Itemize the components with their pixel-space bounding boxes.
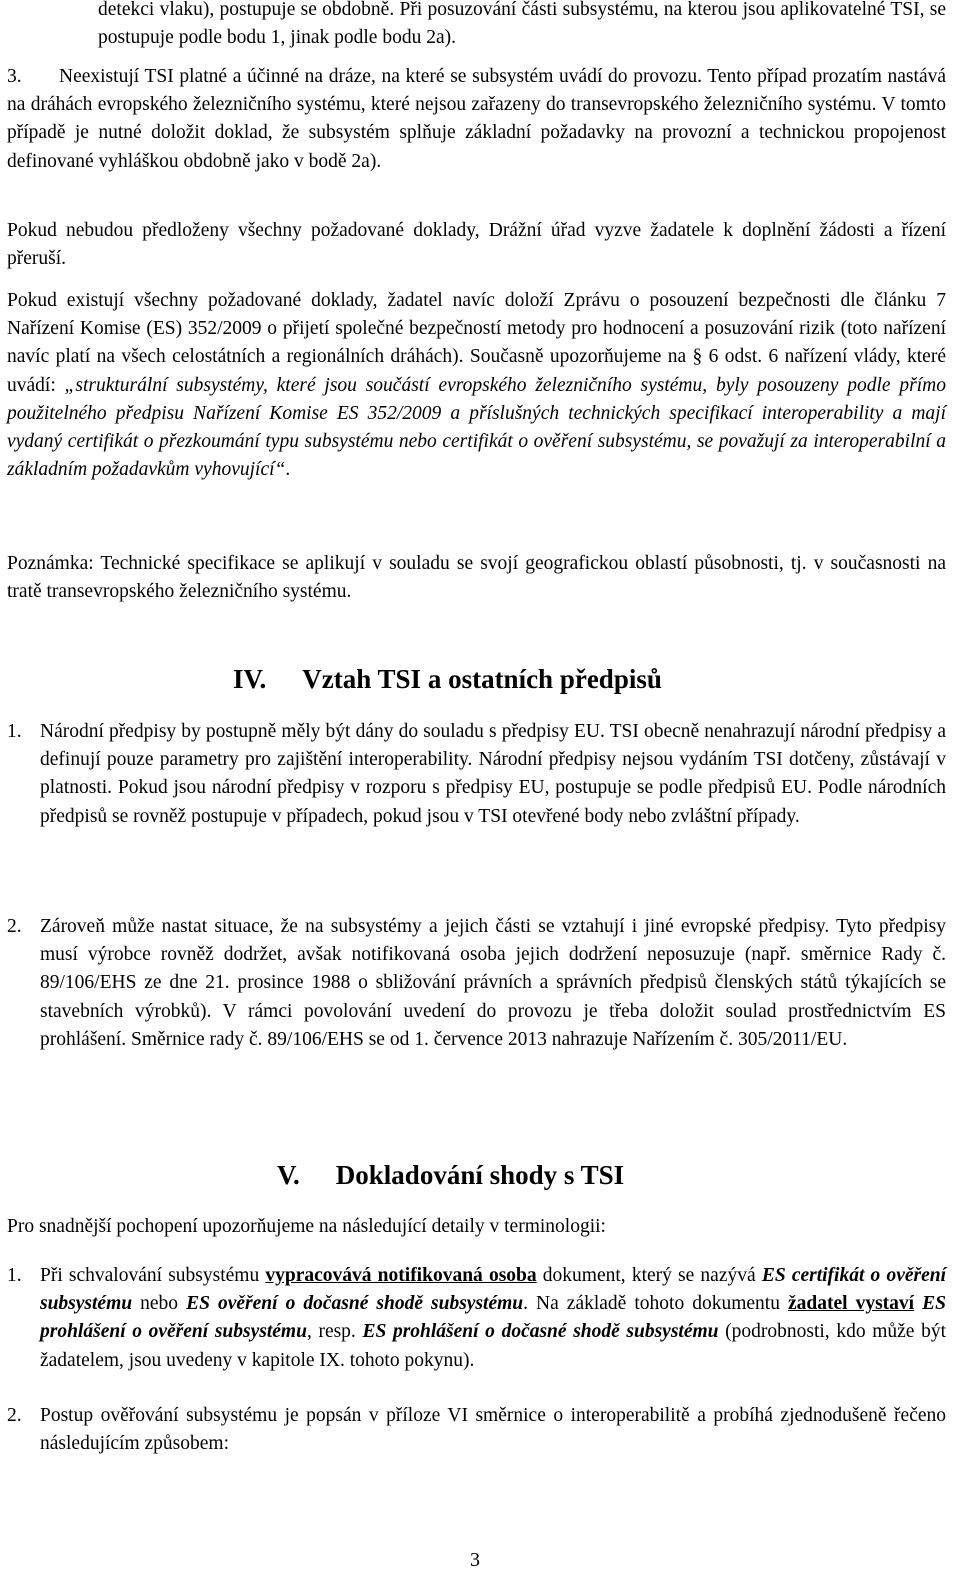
regulation-quote: „strukturální subsystémy, které jsou součástí evropského železničního systému, byly posouzeny podle přímo použitelného předpisu Nařízení Komise ES 352/2009 a příslušných technických specifikací interoperability a mají vydaný certifikát o přezkoumání typu subsystému nebo certifikát o ověření subsystému, se považují za interoperabilní a základním požadavkům vyhovující“ bbox=[7, 374, 946, 481]
list-item-other-eu-rules: Zároveň může nastat situace, že na subsystémy a jejich části se vztahují i jiné evropské předpisy. Tyto předpisy musí výrobce rovněž dodržet, avšak notifikovaná osoba jejich dodržení neposuzuje (např. směrnice Rady č. 89/106/EHS ze dne 21. prosince 1988 o sbližování právních a správních předpisů členských států týkajících se stavebních výrobků). V rámci povolování uvedení do provozu je třeba doložit soulad prostřednictvím ES prohlášení. Směrnice rady č. 89/106/EHS se od 1. července 2013 nahrazuje Nařízením č. 305/2011/EU. bbox=[40, 916, 946, 1050]
list-item-number: 2. bbox=[7, 916, 22, 937]
text-run: nebo bbox=[132, 1293, 187, 1315]
list-item-3: Neexistují TSI platné a účinné na dráze, na které se subsystém uvádí do provozu. Tento případ prozatím nastává na dráhách evropského železničního systému, které nejsou zařazeny do transevropského železničního systému. V tomto případě je nutné doložit doklad, že subsystém splňuje základní požadavky na provozní a technickou propojenost definované vyhláškou obdobně jako v bodě 2a). bbox=[7, 66, 946, 172]
section-heading-v bbox=[277, 1159, 624, 1191]
list-item-number: 3. bbox=[7, 66, 22, 87]
term-temporary-conformity: ES ověření o dočasné shodě subsystému bbox=[186, 1293, 524, 1315]
section-number: V. bbox=[277, 1160, 300, 1190]
section-title: Vztah TSI a ostatních předpisů bbox=[302, 664, 662, 694]
paragraph-all-documents bbox=[7, 287, 946, 484]
text-run bbox=[914, 1293, 922, 1314]
list-item-number: 2. bbox=[7, 1405, 22, 1426]
paragraph-missing-documents: Pokud nebudou předloženy všechny požadované doklady, Drážní úřad vyzve žadatele k doplnění žádosti a řízení přeruší. bbox=[7, 220, 946, 270]
section-heading-iv bbox=[233, 663, 662, 695]
emphasis-notified-body: vypracovává notifikovaná osoba bbox=[265, 1265, 537, 1286]
list-item-national-rules: Národní předpisy by postupně měly být dány do souladu s předpisy EU. TSI obecně nenahrazují národní předpisy a definují pouze parametry pro zajištění interoperability. Národní předpisy nejsou vydáním TSI dotčeny, zůstávají v platnosti. Pokud jsou národní předpisy v rozporu s předpisy EU, postupuje se podle předpisů EU. Podle národních předpisů se rovněž postupuje v případech, pokud jsou v TSI otevřené body nebo zvláštní případy. bbox=[40, 721, 946, 827]
note-paragraph: Poznámka: Technické specifikace se aplikují v souladu se svojí geografickou oblastí působnosti, tj. v současnosti na tratě transevropského železničního systému. bbox=[7, 553, 946, 603]
continued-list-item: detekci vlaku), postupuje se obdobně. Při posuzování části subsystému, na kterou jsou aplikovatelné TSI, se postupuje podle bodu 1, jinak podle bodu 2a). bbox=[98, 0, 946, 49]
section-number: IV. bbox=[233, 664, 267, 694]
text-run: . Na základě tohoto dokumentu bbox=[523, 1293, 788, 1315]
terminology-intro: Pro snadnější pochopení upozorňujeme na následující detaily v terminologii: bbox=[7, 1216, 606, 1237]
text-run: , resp. bbox=[306, 1321, 363, 1343]
term-declaration-temporary: ES prohlášení o dočasné shodě subsystému bbox=[362, 1321, 719, 1343]
term-declaration-verification: ES prohlášení o ověření subsystému bbox=[40, 1293, 947, 1343]
text-run: Při schvalování subsystému bbox=[40, 1265, 266, 1286]
list-item-number: 1. bbox=[7, 721, 22, 742]
paragraph-lead: Pokud existují všechny požadované doklady, žadatel navíc doloží Zprávu o posouzení bezpečnosti dle článku 7 Nařízení Komise (ES) 352/2009 o přijetí společné bezpečností metody pro hodnocení a posuzování rizik (toto nařízení navíc platí na všech celostátních a regionálních dráhách). Současně upozorňujeme na § 6 odst. 6 nařízení vlády, které uvádí: bbox=[7, 290, 946, 396]
section-title: Dokladování shody s TSI bbox=[335, 1160, 625, 1190]
term-certificate: ES certifikát o ověření subsystému bbox=[40, 1265, 947, 1315]
list-item-number: 1. bbox=[7, 1265, 22, 1286]
list-item-certificate bbox=[40, 1262, 946, 1375]
text-run: dokument, který se nazývá bbox=[536, 1265, 762, 1286]
text-run: (podrobnosti, kdo může být žadatelem, jsou uvedeny v kapitole IX. tohoto pokynu). bbox=[40, 1321, 946, 1371]
page-number: 3 bbox=[470, 1549, 480, 1571]
list-item-procedure: Postup ověřování subsystému je popsán v příloze VI směrnice o interoperabilitě a probíhá zjednodušeně řečeno následujícím způsobem: bbox=[40, 1405, 946, 1455]
paragraph-tail: . bbox=[285, 459, 291, 481]
emphasis-applicant: žadatel vystaví bbox=[788, 1293, 915, 1315]
